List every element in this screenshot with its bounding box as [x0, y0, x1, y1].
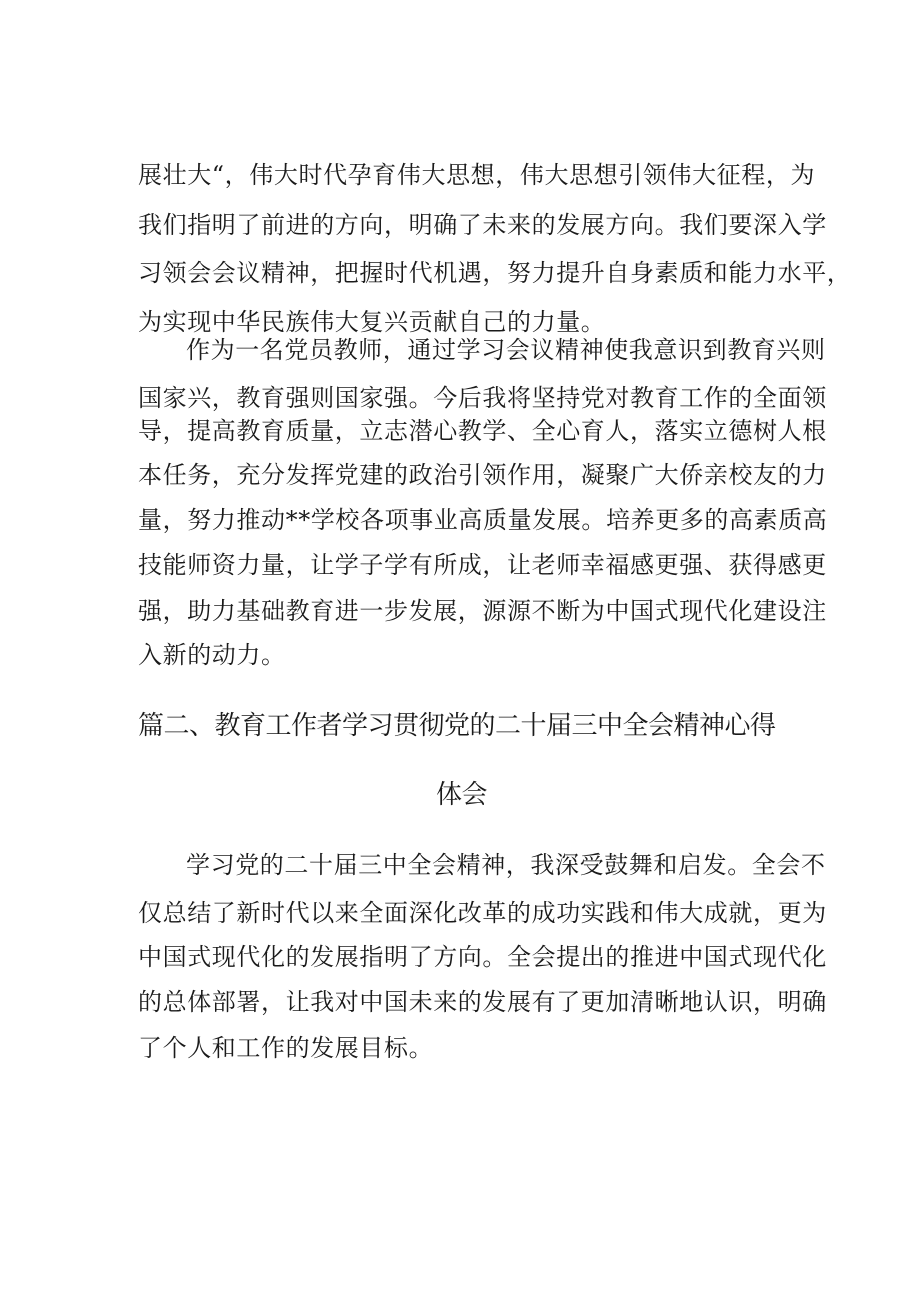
paragraph-line: 仅总结了新时代以来全面深化改革的成功实践和伟大成就，更为	[138, 899, 827, 927]
paragraph-line: 习领会会议精神，把握时代机遇，努力提升自身素质和能力水平，	[138, 259, 852, 287]
paragraph-line: 为实现中华民族伟大复兴贡献自己的力量。	[138, 308, 606, 336]
paragraph-line: 学习党的二十届三中全会精神，我深受鼓舞和启发。全会不	[186, 851, 826, 879]
paragraph-line: 我们指明了前进的方向，明确了未来的发展方向。我们要深入学	[138, 211, 827, 239]
section-heading-line-1: 篇二、教育工作者学习贯彻党的二十届三中全会精神心得	[138, 711, 776, 741]
paragraph-line: 的总体部署，让我对中国未来的发展有了更加清晰地认识，明确	[138, 988, 827, 1016]
paragraph-line: 强，助力基础教育进一步发展，源源不断为中国式现代化建设注	[138, 597, 827, 625]
paragraph-line: 量，努力推动**学校各项事业高质量发展。培养更多的高素质高	[138, 506, 828, 534]
paragraph-line: 导，提高教育质量，立志潜心教学、全心育人，落实立德树人根	[138, 417, 827, 445]
paragraph-line: 作为一名党员教师，通过学习会议精神使我意识到教育兴则	[186, 336, 826, 364]
section-heading-line-2: 体会	[436, 780, 488, 810]
paragraph-line: 了个人和工作的发展目标。	[138, 1034, 434, 1062]
paragraph-line: 中国式现代化的发展指明了方向。全会提出的推进中国式现代化	[138, 943, 827, 971]
paragraph-line: 本任务，充分发挥党建的政治引领作用，凝聚广大侨亲校友的力	[138, 461, 827, 489]
paragraph-line: 展壮大“，伟大时代孕育伟大思想，伟大思想引领伟大征程，为	[138, 161, 816, 189]
paragraph-line: 国家兴，教育强则国家强。今后我将坚持党对教育工作的全面领	[138, 384, 827, 412]
paragraph-line: 技能师资力量，让学子学有所成，让老师幸福感更强、获得感更	[138, 551, 827, 579]
paragraph-line: 入新的动力。	[138, 641, 286, 669]
